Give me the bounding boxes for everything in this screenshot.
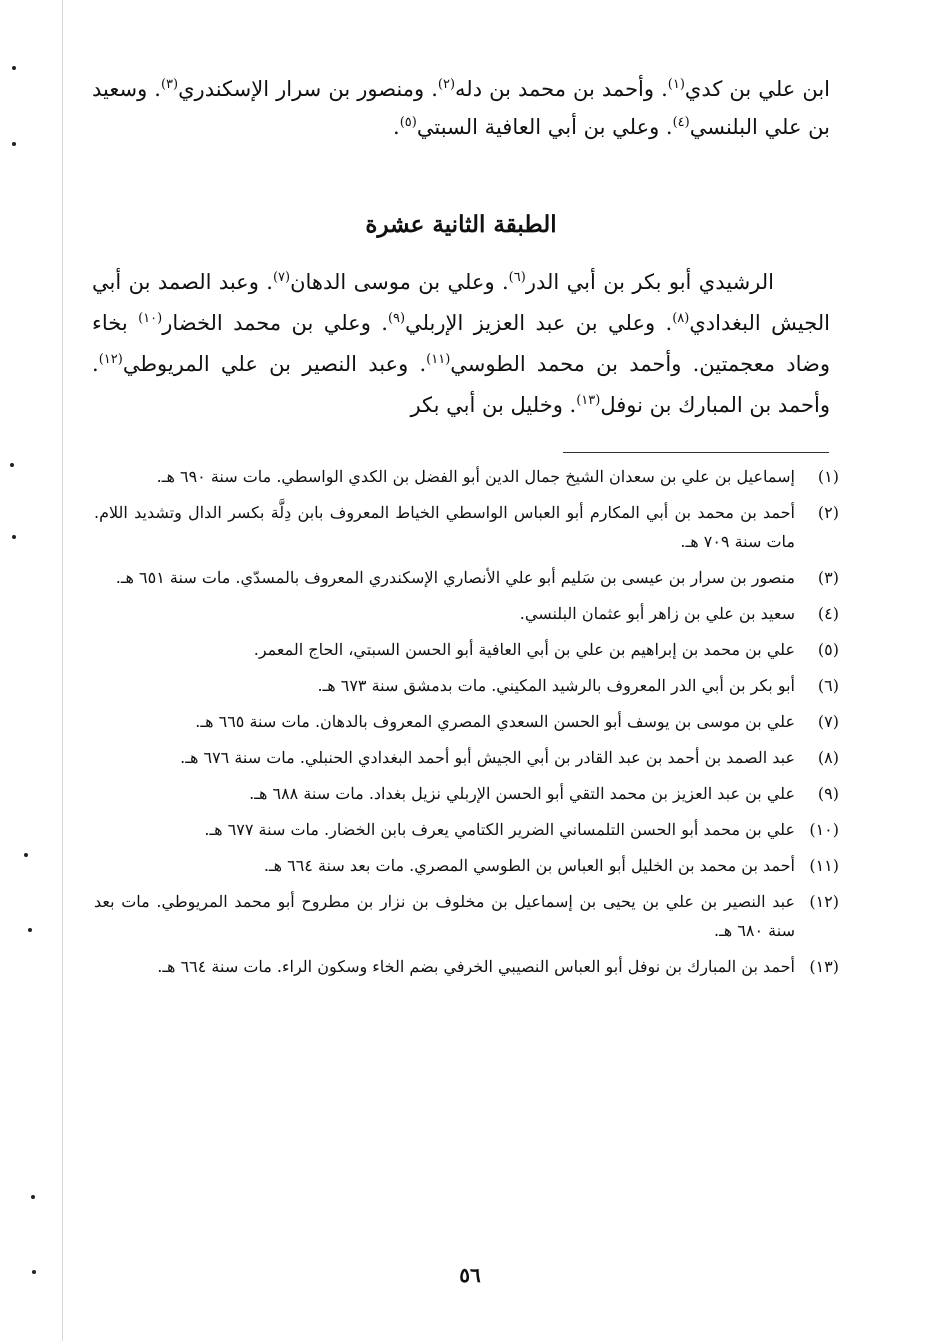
footnote-number: (١) bbox=[817, 467, 839, 486]
footnote-text: علي بن محمد أبو الحسن التلمساني الضرير الكتامي يعرف بابن الخضار. مات سنة ٦٧٧ هـ. bbox=[204, 820, 795, 839]
footnote-ref[interactable]: (٥) bbox=[399, 115, 417, 130]
section-heading: الطبقة الثانية عشرة bbox=[365, 211, 557, 238]
footnote-ref[interactable]: (٨) bbox=[672, 311, 690, 326]
footnote-ref[interactable]: (٢) bbox=[437, 77, 456, 92]
footnote-text: عبد النصير بن علي بن يحيى بن إسماعيل بن مخلوف بن نزار بن مطروح أبو محمد المريوطي. مات بعد سنة ٦٨٠ هـ. bbox=[94, 892, 796, 940]
footnote-number: (٧) bbox=[817, 712, 839, 731]
footnote-text: أبو بكر بن أبي الدر المعروف بالرشيد المكيني. مات بدمشق سنة ٦٧٣ هـ. bbox=[317, 676, 795, 695]
footnote-text: سعيد بن علي بن زاهر أبو عثمان البلنسي. bbox=[519, 604, 795, 623]
footnote-ref[interactable]: (١٢) bbox=[98, 352, 123, 367]
scan-speck bbox=[32, 1270, 36, 1274]
footnote-text: أحمد بن محمد بن أبي المكارم أبو العباس الواسطي الخياط المعروف بابن دِلَّة بكسر الدال وتشديد اللام. مات سنة ٧٠٩ هـ. bbox=[94, 503, 795, 551]
footnote-number: (٨) bbox=[817, 748, 839, 767]
footnote-number: (١٠) bbox=[809, 820, 839, 839]
footnote-item bbox=[94, 779, 839, 808]
footnote-text: علي بن عبد العزيز بن محمد التقي أبو الحسن الإربلي نزيل بغداد. مات سنة ٦٨٨ هـ. bbox=[249, 784, 795, 803]
scan-margin-line bbox=[62, 0, 63, 1341]
footnote-ref[interactable]: (٤) bbox=[672, 115, 690, 130]
footnote-number: (٣) bbox=[817, 568, 839, 587]
footnote-number: (٤) bbox=[817, 604, 839, 623]
footnote-text: أحمد بن المبارك بن نوفل أبو العباس النصيبي الخرفي بضم الخاء وسكون الراء. مات سنة ٦٦٤ هـ. bbox=[157, 957, 795, 976]
footnote-ref[interactable]: (١٣) bbox=[576, 393, 601, 408]
text-run: . وسعيد بن علي البلنسي bbox=[92, 77, 830, 139]
body-paragraph bbox=[92, 262, 830, 426]
scan-speck bbox=[31, 1195, 35, 1199]
footnote-item bbox=[94, 952, 839, 981]
footnote-text: علي بن موسى بن يوسف أبو الحسن السعدي المصري المعروف بالدهان. مات سنة ٦٦٥ هـ. bbox=[195, 712, 795, 731]
text-run: . وعلي بن أبي العافية السبتي bbox=[416, 115, 673, 139]
text-run: . وأحمد بن المبارك بن نوفل bbox=[92, 352, 830, 417]
text-run: ابن علي بن كدي bbox=[684, 77, 831, 101]
footnote-number: (١٣) bbox=[809, 957, 839, 976]
footnote-item bbox=[94, 671, 839, 700]
footnote-text: علي بن محمد بن إبراهيم بن علي بن أبي العافية أبو الحسن السبتي، الحاج المعمر. bbox=[253, 640, 795, 659]
footnote-text: أحمد بن محمد بن الخليل أبو العباس بن الطوسي المصري. مات بعد سنة ٦٦٤ هـ. bbox=[263, 856, 795, 875]
scan-speck bbox=[28, 928, 32, 932]
footnote-text: عبد الصمد بن أحمد بن عبد القادر بن أبي الجيش أبو أحمد البغدادي الحنبلي. مات سنة ٦٧٦ هـ. bbox=[180, 748, 795, 767]
footnote-ref[interactable]: (٦) bbox=[508, 270, 526, 285]
footnote-item bbox=[94, 815, 839, 844]
footnotes bbox=[94, 462, 839, 988]
footnote-ref[interactable]: (١) bbox=[667, 77, 685, 92]
footnote-item bbox=[94, 599, 839, 628]
footnote-number: (٥) bbox=[817, 640, 839, 659]
scan-speck bbox=[10, 463, 14, 467]
footnote-number: (٦) bbox=[817, 676, 839, 695]
footnote-ref[interactable]: (٣) bbox=[160, 77, 179, 92]
footnote-item bbox=[94, 887, 839, 945]
footnote-ref[interactable]: (٩) bbox=[387, 311, 406, 326]
footnote-ref[interactable]: (٧) bbox=[272, 270, 291, 285]
footnote-number: (١٢) bbox=[809, 892, 839, 911]
text-run: . وعلي بن عبد العزيز الإربلي bbox=[405, 311, 673, 335]
footnote-text: إسماعيل بن علي بن سعدان الشيخ جمال الدين أبو الفضل بن الكدي الواسطي. مات سنة ٦٩٠ هـ. bbox=[156, 467, 795, 486]
text-run: . وأحمد بن محمد بن دله bbox=[455, 77, 668, 101]
footnote-number: (٢) bbox=[817, 503, 839, 522]
scan-speck bbox=[24, 853, 28, 857]
intro-paragraph bbox=[92, 70, 830, 146]
scan-speck bbox=[12, 142, 16, 146]
scan-speck bbox=[12, 66, 16, 70]
text-run: . وعلي بن محمد الخضار bbox=[162, 311, 388, 335]
text-run: . bbox=[393, 115, 400, 139]
footnote-ref[interactable]: (١٠) bbox=[138, 311, 163, 326]
footnote-ref[interactable]: (١١) bbox=[426, 352, 451, 367]
text-run: . وعبد الصمد بن أبي الجيش البغدادي bbox=[92, 270, 830, 335]
footnote-text: منصور بن سرار بن عيسى بن سَليم أبو علي الأنصاري الإسكندري المعروف بالمسدّي. مات سنة ٦٥١ هـ. bbox=[115, 568, 795, 587]
footnote-item bbox=[94, 743, 839, 772]
text-run: . وخليل بن أبي بكر bbox=[410, 393, 577, 417]
text-run: بخاء وضاد معجمتين. وأحمد بن محمد الطوسي bbox=[92, 311, 830, 376]
footnote-item bbox=[94, 851, 839, 880]
footnote-item bbox=[94, 707, 839, 736]
footnote-number: (٩) bbox=[817, 784, 839, 803]
footnote-separator bbox=[563, 452, 829, 453]
scan-speck bbox=[12, 535, 16, 539]
page-number: ٥٦ bbox=[459, 1263, 481, 1287]
footnote-item bbox=[94, 462, 839, 491]
footnote-item bbox=[94, 563, 839, 592]
text-run: . وعبد النصير بن علي المريوطي bbox=[122, 352, 427, 376]
footnote-item bbox=[94, 498, 839, 556]
text-run: . ومنصور بن سرار الإسكندري bbox=[178, 77, 438, 101]
text-run: . وعلي بن موسى الدهان bbox=[290, 270, 509, 294]
footnote-number: (١١) bbox=[809, 856, 839, 875]
text-run: الرشيدي أبو بكر بن أبي الدر bbox=[525, 270, 774, 294]
footnote-item bbox=[94, 635, 839, 664]
